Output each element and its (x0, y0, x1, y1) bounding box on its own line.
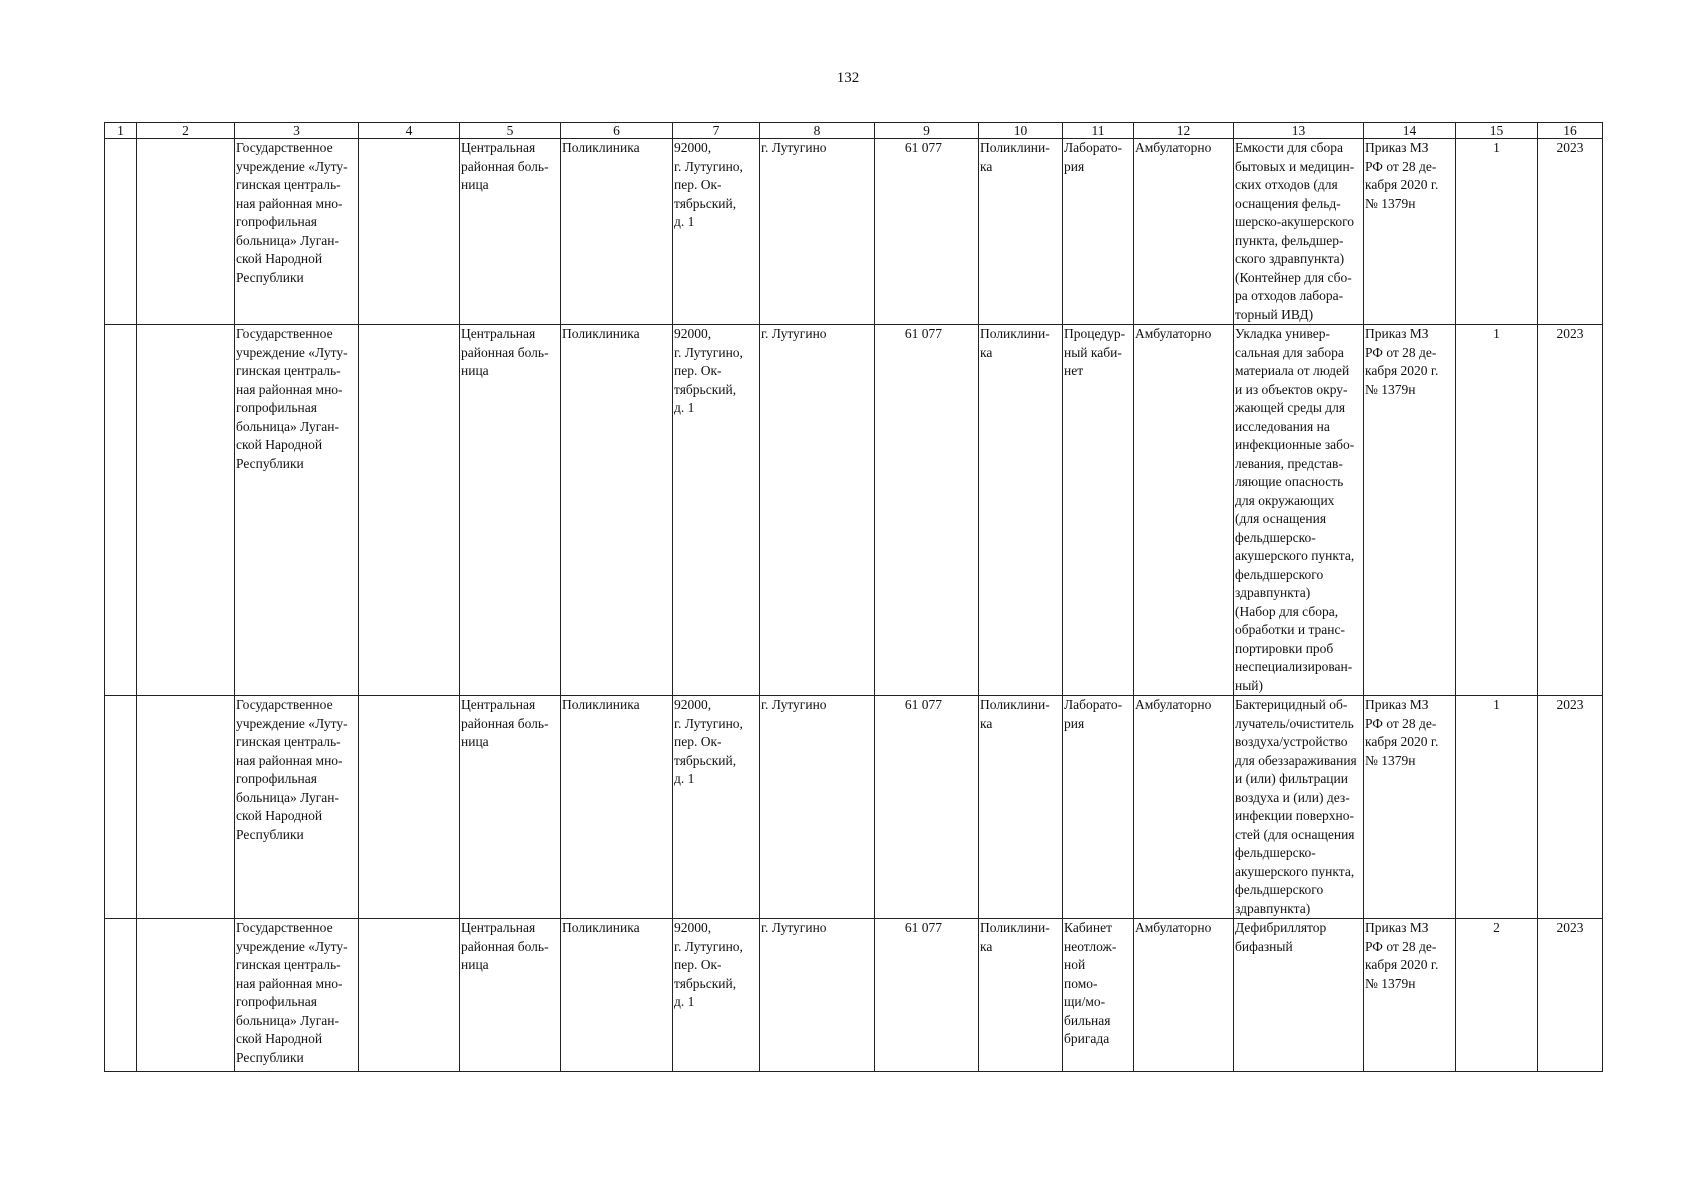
cell-code: 61 077 (875, 696, 979, 919)
cell-facility-type: Центральная районная боль- ница (460, 919, 561, 1072)
cell-facility-type: Центральная районная боль- ница (460, 139, 561, 325)
cell-quantity: 2 (1456, 919, 1538, 1072)
cell-room: Процедур- ный каби- нет (1063, 325, 1134, 696)
cell-locality: г. Лутугино (760, 325, 875, 696)
cell-facility-type: Центральная районная боль- ница (460, 325, 561, 696)
cell-quantity: 1 (1456, 325, 1538, 696)
column-header: 1 (105, 123, 137, 139)
cell-order: Приказ МЗ РФ от 28 де- кабря 2020 г. № 1379н (1364, 696, 1456, 919)
column-header: 4 (359, 123, 460, 139)
cell-address: 92000, г. Лутугино, пер. Ок- тябрьский, д. 1 (673, 325, 760, 696)
cell-care-mode: Амбулаторно (1134, 919, 1234, 1072)
column-header: 6 (561, 123, 673, 139)
cell-department: Поликлиника (561, 139, 673, 325)
table-row (105, 139, 1603, 325)
cell-locality: г. Лутугино (760, 919, 875, 1072)
cell-address: 92000, г. Лутугино, пер. Ок- тябрьский, д. 1 (673, 696, 760, 919)
cell-department: Поликлиника (561, 919, 673, 1072)
cell-col4 (359, 325, 460, 696)
column-header: 2 (137, 123, 235, 139)
cell-year: 2023 (1538, 696, 1603, 919)
cell-col4 (359, 139, 460, 325)
column-header: 15 (1456, 123, 1538, 139)
cell-col1 (105, 696, 137, 919)
cell-order: Приказ МЗ РФ от 28 де- кабря 2020 г. № 1379н (1364, 325, 1456, 696)
cell-institution: Государственное учреждение «Луту- гинская централь- ная районная мно- гопрофильная больница» Луган- ской Народной Республики (235, 919, 359, 1072)
column-header: 13 (1234, 123, 1364, 139)
cell-institution: Государственное учреждение «Луту- гинская централь- ная районная мно- гопрофильная больница» Луган- ской Народной Республики (235, 696, 359, 919)
cell-col4 (359, 696, 460, 919)
cell-year: 2023 (1538, 139, 1603, 325)
cell-unit: Поликлини- ка (979, 919, 1063, 1072)
cell-department: Поликлиника (561, 696, 673, 919)
column-header: 7 (673, 123, 760, 139)
cell-col4 (359, 919, 460, 1072)
column-header: 16 (1538, 123, 1603, 139)
column-header: 5 (460, 123, 561, 139)
cell-room: Кабинет неотлож- ной помо- щи/мо- бильная бригада (1063, 919, 1134, 1072)
column-header: 9 (875, 123, 979, 139)
cell-address: 92000, г. Лутугино, пер. Ок- тябрьский, д. 1 (673, 919, 760, 1072)
cell-year: 2023 (1538, 325, 1603, 696)
cell-equipment: Емкости для сбора бытовых и медицин- ских отходов (для оснащения фельд- шерско-акушерского пункта, фельдшер- ского здравпункта) (Контейнер для сбо- ра отходов лабора- торный ИВД) (1234, 139, 1364, 325)
cell-institution: Государственное учреждение «Луту- гинская централь- ная районная мно- гопрофильная больница» Луган- ской Народной Республики (235, 139, 359, 325)
cell-equipment: Дефибриллятор бифазный (1234, 919, 1364, 1072)
cell-order: Приказ МЗ РФ от 28 де- кабря 2020 г. № 1379н (1364, 139, 1456, 325)
cell-address: 92000, г. Лутугино, пер. Ок- тябрьский, д. 1 (673, 139, 760, 325)
column-number-header (105, 123, 1603, 139)
cell-locality: г. Лутугино (760, 696, 875, 919)
column-header: 3 (235, 123, 359, 139)
table-row (105, 919, 1603, 1072)
cell-unit: Поликлини- ка (979, 325, 1063, 696)
cell-equipment: Бактерицидный об- лучатель/очиститель воздуха/устройство для обеззараживания и (или) фильтрации воздуха и (или) дез- инфекции поверхно- стей (для оснащения фельдшерско- акушерского пункта, фельдшерского здравпункта) (1234, 696, 1364, 919)
cell-quantity: 1 (1456, 139, 1538, 325)
registry-table (104, 122, 1603, 1072)
cell-care-mode: Амбулаторно (1134, 696, 1234, 919)
table-row (105, 325, 1603, 696)
cell-col2 (137, 696, 235, 919)
page-number: 132 (836, 70, 860, 86)
cell-col2 (137, 139, 235, 325)
cell-equipment: Укладка универ- сальная для забора материала от людей и из объектов окру- жающей среды для исследования на инфекционные забо- левания, представ- ляющие опасность для окружающих (для оснащения фельдшерско- акушерского пункта, фельдшерского здравпункта) (Набор для сбора, обработки и транс- портировки проб неспециализирован- ный) (1234, 325, 1364, 696)
cell-locality: г. Лутугино (760, 139, 875, 325)
column-header: 14 (1364, 123, 1456, 139)
cell-year: 2023 (1538, 919, 1603, 1072)
cell-quantity: 1 (1456, 696, 1538, 919)
cell-institution: Государственное учреждение «Луту- гинская централь- ная районная мно- гопрофильная больница» Луган- ской Народной Республики (235, 325, 359, 696)
cell-unit: Поликлини- ка (979, 696, 1063, 919)
table-row (105, 696, 1603, 919)
cell-code: 61 077 (875, 139, 979, 325)
column-header: 8 (760, 123, 875, 139)
cell-col2 (137, 919, 235, 1072)
cell-col1 (105, 919, 137, 1072)
cell-care-mode: Амбулаторно (1134, 325, 1234, 696)
cell-unit: Поликлини- ка (979, 139, 1063, 325)
column-header: 12 (1134, 123, 1234, 139)
cell-col1 (105, 139, 137, 325)
column-header: 10 (979, 123, 1063, 139)
cell-code: 61 077 (875, 919, 979, 1072)
cell-facility-type: Центральная районная боль- ница (460, 696, 561, 919)
column-header: 11 (1063, 123, 1134, 139)
cell-col1 (105, 325, 137, 696)
cell-order: Приказ МЗ РФ от 28 де- кабря 2020 г. № 1379н (1364, 919, 1456, 1072)
cell-room: Лаборато- рия (1063, 696, 1134, 919)
cell-col2 (137, 325, 235, 696)
cell-care-mode: Амбулаторно (1134, 139, 1234, 325)
cell-room: Лаборато- рия (1063, 139, 1134, 325)
cell-code: 61 077 (875, 325, 979, 696)
cell-department: Поликлиника (561, 325, 673, 696)
